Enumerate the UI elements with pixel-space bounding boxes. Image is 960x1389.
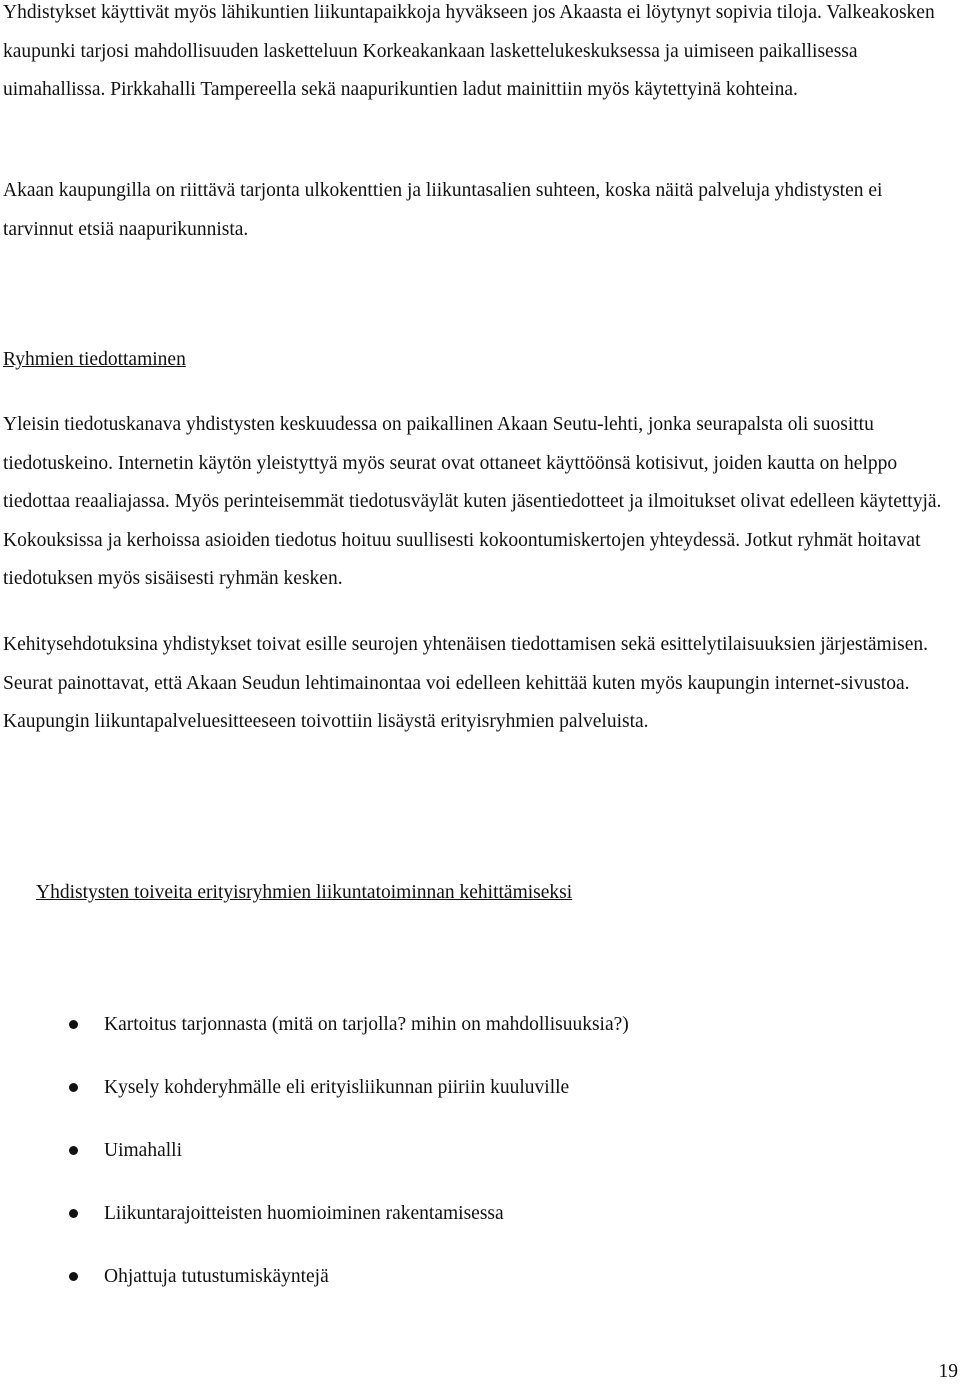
heading-wishes: Yhdistysten toiveita erityisryhmien liikuntatoiminnan kehittämiseksi [36, 882, 573, 903]
list-item [0, 1195, 940, 1258]
list-item [0, 1258, 940, 1321]
paragraph-development-suggestions: Kehitysehdotuksina yhdistykset toivat esille seurojen yhtenäisen tiedottamisen sekä esittelytilaisuuksien järjestämisen. Seurat painottavat, että Akaan Seudun lehtimainontaa voi edelleen kehittää kuten myös kaupungin internet-sivustoa. Kaupungin liikuntapalveluesitteeseen toivottiin lisäystä erityisryhmien palveluista. [3, 634, 928, 732]
paragraph-communication-channels: Yleisin tiedotuskanava yhdistysten keskuudessa on paikallinen Akaan Seutu-lehti, jonka seurapalsta oli suosittu tiedotuskeino. Internetin käytön yleistyttyä myös seurat ovat ottaneet käyttöönsä kotisivut, joiden kautta on helppo tiedottaa reaaliajassa. Myös perinteisemmät tiedotusväylät kuten jäsentiedotteet ja ilmoitukset olivat edelleen käytettyjä. Kokouksissa ja kerhoissa asioiden tiedotus hoituu suullisesti kokoontumiskertojen yhteydessä. Jotkut ryhmät hoitavat tiedotuksen myös sisäisesti ryhmän kesken. [3, 414, 942, 589]
list-item-text: Liikuntarajoitteisten huomioiminen rakentamisessa [104, 1203, 504, 1224]
list-item [0, 1006, 940, 1069]
bullet-icon [69, 1146, 78, 1155]
page-number: 19 [938, 1361, 958, 1382]
bullet-icon [69, 1272, 78, 1281]
bullet-icon [69, 1083, 78, 1092]
bullet-icon [69, 1209, 78, 1218]
wishes-list [0, 1006, 940, 1321]
list-item-text: Kartoitus tarjonnasta (mitä on tarjolla? mihin on mahdollisuuksia?) [104, 1014, 629, 1035]
heading-group-communication: Ryhmien tiedottaminen [3, 349, 186, 370]
list-item-text: Kysely kohderyhmälle eli erityisliikunnan piiriin kuuluville [104, 1077, 570, 1098]
list-item-text: Uimahalli [104, 1140, 182, 1161]
list-item [0, 1132, 940, 1195]
list-item-text: Ohjattuja tutustumiskäyntejä [104, 1266, 329, 1287]
paragraph-facilities: Yhdistykset käyttivät myös lähikuntien liikuntapaikkoja hyväkseen jos Akaasta ei löytynyt sopivia tiloja. Valkeakosken kaupunki tarjosi mahdollisuuden lasketteluun Korkeakankaan laskettelukeskuksessa ja uimiseen paikallisessa uimahallissa. Pirkkahalli Tampereella sekä naapurikuntien ladut mainittiin myös käytettyinä kohteina. [3, 2, 935, 100]
paragraph-city-offering: Akaan kaupungilla on riittävä tarjonta ulkokenttien ja liikuntasalien suhteen, koska näitä palveluja yhdistysten ei tarvinnut etsiä naapurikunnista. [3, 180, 883, 240]
bullet-icon [69, 1020, 78, 1029]
list-item [0, 1069, 940, 1132]
